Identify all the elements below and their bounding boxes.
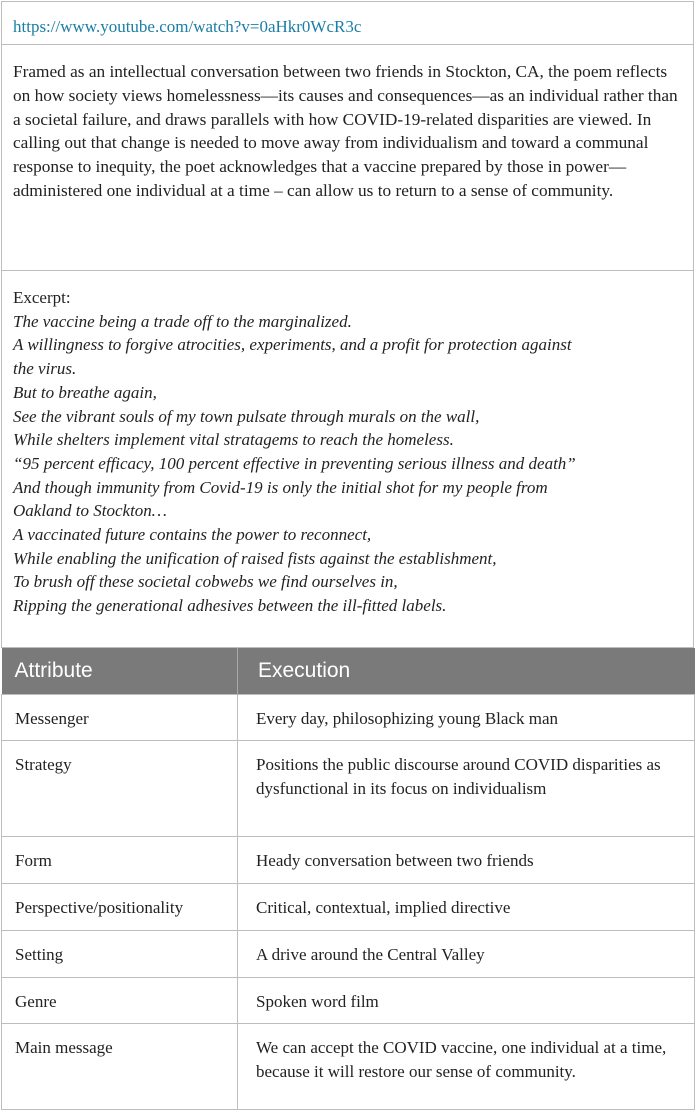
table-header-row bbox=[2, 648, 695, 694]
excerpt-line: To brush off these societal cobwebs we find ourselves in, bbox=[13, 572, 398, 592]
attribute-cell: Messenger bbox=[2, 694, 238, 741]
table-row bbox=[2, 1024, 695, 1110]
execution-cell: We can accept the COVID vaccine, one individual at a time, because it will restore our sense of community. bbox=[238, 1024, 695, 1110]
execution-cell: Heady conversation between two friends bbox=[238, 837, 695, 884]
attribute-cell: Strategy bbox=[2, 741, 238, 837]
excerpt-line: While shelters implement vital stratagems to reach the homeless. bbox=[13, 430, 454, 450]
table-row bbox=[2, 694, 695, 741]
execution-cell: Positions the public discourse around COVID disparities as dysfunctional in its focus on individualism bbox=[238, 741, 695, 837]
excerpt-line: The vaccine being a trade off to the marginalized. bbox=[13, 311, 352, 331]
attribute-cell: Genre bbox=[2, 977, 238, 1024]
excerpt-line: See the vibrant souls of my town pulsate through murals on the wall, bbox=[13, 406, 480, 426]
source-url-row bbox=[1, 1, 694, 45]
summary-row bbox=[1, 45, 694, 271]
execution-cell: A drive around the Central Valley bbox=[238, 930, 695, 977]
excerpt-line: But to breathe again, bbox=[13, 382, 157, 402]
execution-cell: Every day, philosophizing young Black man bbox=[238, 694, 695, 741]
excerpt-line: Ripping the generational adhesives between the ill-fitted labels. bbox=[13, 596, 447, 616]
excerpt-line: And though immunity from Covid-19 is only the initial shot for my people from bbox=[13, 477, 548, 497]
excerpt-line: “95 percent efficacy, 100 percent effective in preventing serious illness and death” bbox=[13, 453, 576, 473]
excerpt-line: While enabling the unification of raised fists against the establishment, bbox=[13, 548, 497, 568]
source-url-link[interactable]: https://www.youtube.com/watch?v=0aHkr0WcR3c bbox=[13, 17, 362, 36]
table-row bbox=[2, 741, 695, 837]
table-row bbox=[2, 977, 695, 1024]
attribute-cell: Setting bbox=[2, 930, 238, 977]
excerpt-line: A willingness to forgive atrocities, experiments, and a profit for protection against bbox=[13, 335, 572, 355]
excerpt-label: Excerpt: bbox=[13, 288, 71, 307]
excerpt-line: Oakland to Stockton… bbox=[13, 501, 167, 521]
attribute-table bbox=[1, 648, 695, 1110]
column-header-execution: Execution bbox=[238, 648, 695, 694]
excerpt-line: the virus. bbox=[13, 359, 77, 379]
attribute-cell: Main message bbox=[2, 1024, 238, 1110]
excerpt-line: A vaccinated future contains the power to reconnect, bbox=[13, 525, 372, 545]
excerpt-row bbox=[1, 271, 694, 648]
table-row bbox=[2, 930, 695, 977]
summary-text: Framed as an intellectual conversation between two friends in Stockton, CA, the poem reflects on how society views homelessness—its causes and consequences—as an individual rather than a societal failure, and draws parallels with how COVID-19-related disparities are viewed. In calling out that change is needed to move away from individualism and toward a communal response to inequity, the poet acknowledges that a vaccine prepared by those in power—administered one individual at a time – can allow us to return to a sense of community. bbox=[13, 62, 678, 200]
execution-cell: Critical, contextual, implied directive bbox=[238, 884, 695, 931]
attribute-cell: Form bbox=[2, 837, 238, 884]
attribute-cell: Perspective/positionality bbox=[2, 884, 238, 931]
poem-info-document bbox=[1, 1, 694, 1110]
execution-cell: Spoken word film bbox=[238, 977, 695, 1024]
table-row bbox=[2, 837, 695, 884]
table-row bbox=[2, 884, 695, 931]
column-header-attribute: Attribute bbox=[2, 648, 238, 694]
